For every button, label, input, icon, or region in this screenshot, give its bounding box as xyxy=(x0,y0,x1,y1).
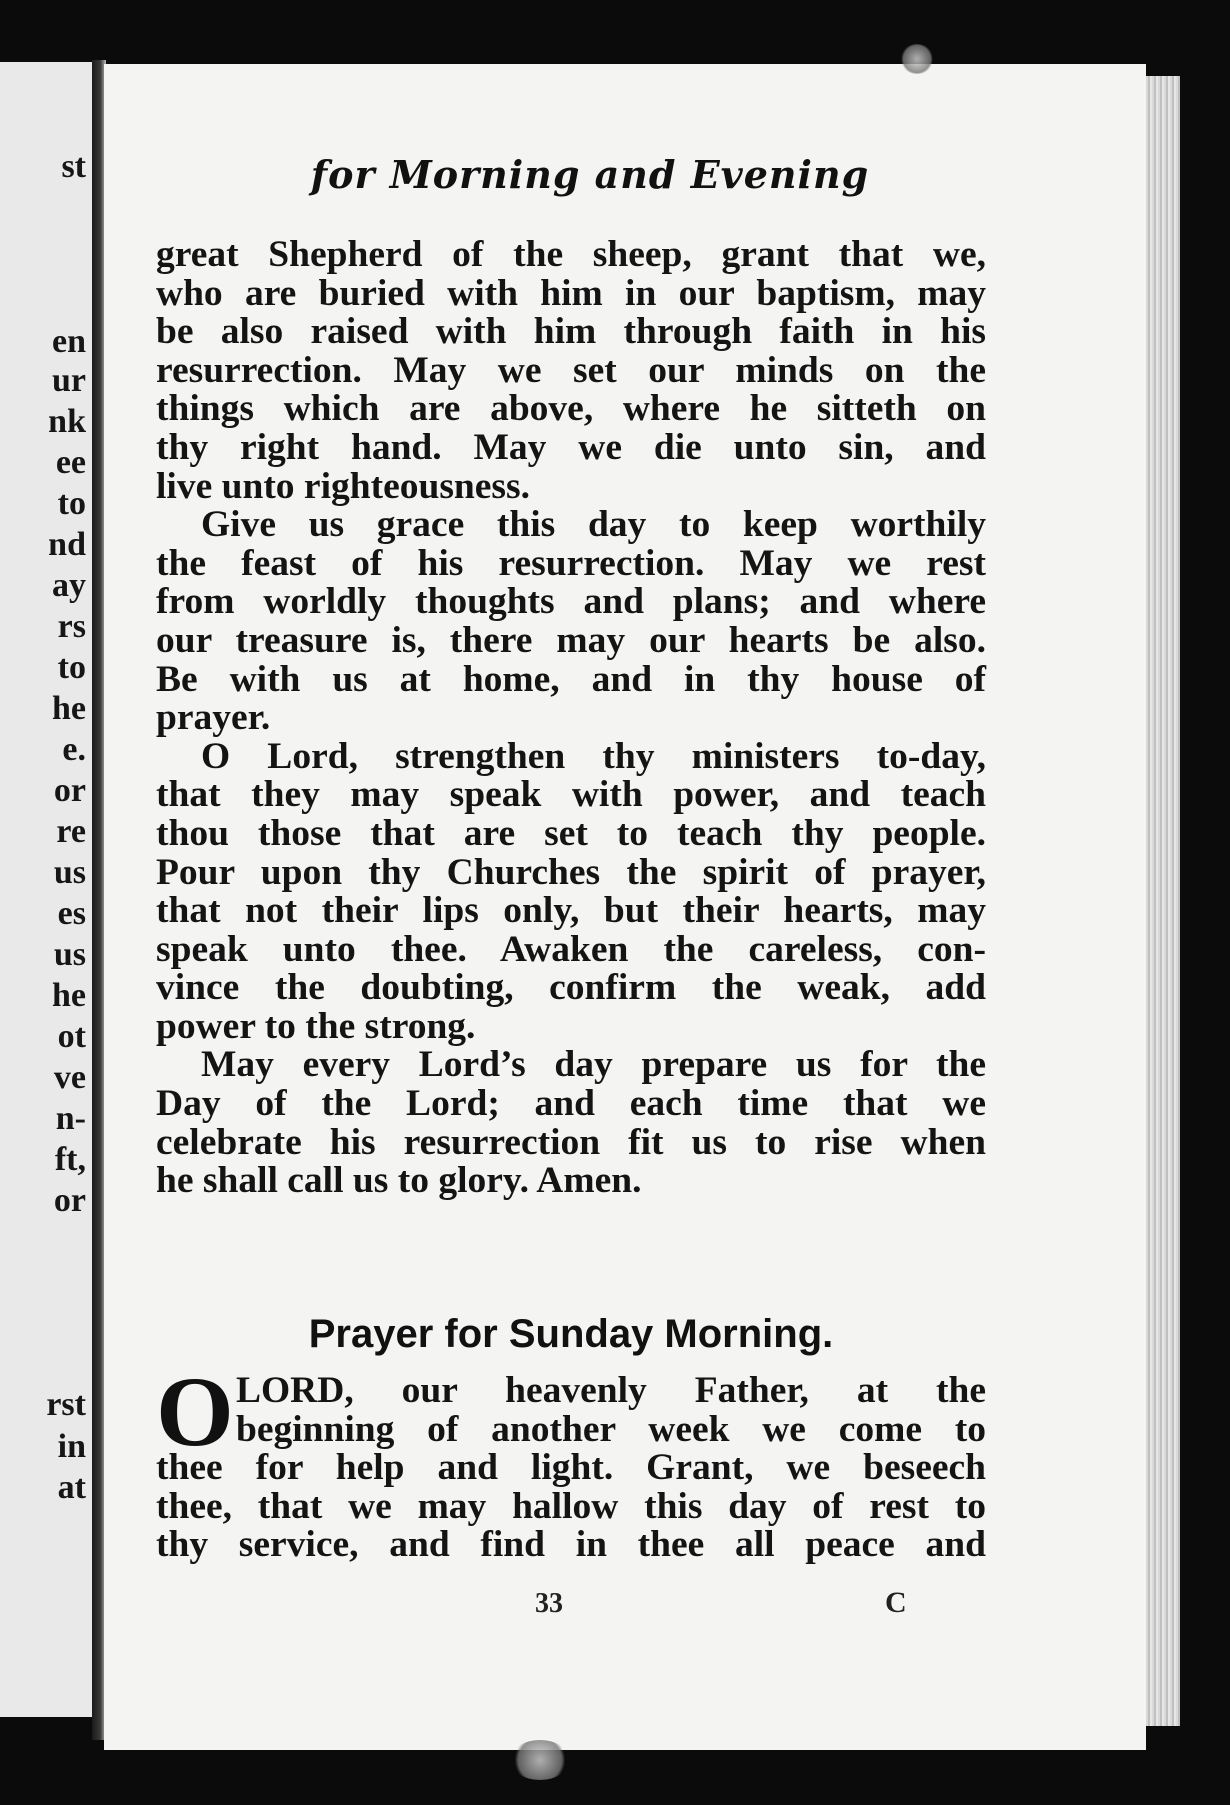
left-page-fragment: ve xyxy=(53,1059,86,1096)
text-line: who are buried with him in our baptism, may xyxy=(156,272,986,314)
text-line: Give us grace this day to keep worthily xyxy=(201,504,986,546)
left-facing-page xyxy=(0,62,92,1717)
text-line: thy right hand. May we die unto sin, and xyxy=(156,426,986,468)
left-page-fragment: at xyxy=(57,1469,86,1506)
prayer-line: LORD, our heavenly Father, at the xyxy=(236,1370,986,1411)
text-line: O Lord, strengthen thy ministers to-day, xyxy=(201,735,986,777)
left-page-fragment: ay xyxy=(52,567,86,604)
text-line: Be with us at home, and in thy house of xyxy=(156,658,986,700)
text-line: power to the strong. xyxy=(156,1005,476,1047)
left-page-fragment: e. xyxy=(62,731,86,768)
text-line: prayer. xyxy=(156,697,271,739)
left-page-fragment: or xyxy=(53,772,86,809)
prayer-text xyxy=(156,1356,986,1566)
left-page-fragment: he xyxy=(52,690,86,727)
left-page-fragment: st xyxy=(61,148,86,185)
paragraph xyxy=(156,506,986,738)
left-page-fragment: rs xyxy=(57,608,86,645)
section-heading: Prayer for Sunday Morning. xyxy=(308,1312,834,1356)
body-text xyxy=(156,236,986,1201)
page-edges xyxy=(1146,76,1180,1726)
left-page-fragment: us xyxy=(53,936,86,973)
left-page-fragment: us xyxy=(53,854,86,891)
left-page-fragment: rst xyxy=(46,1386,86,1423)
left-page-fragment: en xyxy=(52,323,86,360)
bottom-smudge xyxy=(510,1740,570,1780)
text-line: be also raised with him through faith in his xyxy=(156,311,986,353)
left-page-fragment: ft, xyxy=(54,1141,86,1178)
text-line: great Shepherd of the sheep, grant that we, xyxy=(156,234,986,275)
prayer-line: beginning of another week we come to xyxy=(236,1408,986,1450)
running-head: for Morning and Evening xyxy=(310,152,870,197)
text-line: from worldly thoughts and plans; and where xyxy=(156,581,986,623)
signature-mark: C xyxy=(885,1586,907,1619)
page-number: 33 xyxy=(535,1588,563,1619)
text-line: that not their lips only, but their hearts, may xyxy=(156,890,986,932)
left-page-fragment: n- xyxy=(55,1100,86,1137)
text-line: live unto righteousness. xyxy=(156,465,530,507)
prayer-line: thee, that we may hallow this day of rest to xyxy=(156,1485,986,1527)
paragraph xyxy=(156,236,986,506)
text-line: Day of the Lord; and each time that we xyxy=(156,1083,986,1125)
prayer-line: thy service, and find in thee all peace and xyxy=(156,1524,986,1566)
paragraph xyxy=(156,1046,986,1200)
left-page-fragment: to xyxy=(57,649,86,686)
paragraph xyxy=(156,735,986,1047)
text-line: things which are above, where he sitteth on xyxy=(156,388,986,430)
left-page-fragment: ee xyxy=(55,444,86,481)
left-page-fragment: nd xyxy=(48,526,86,563)
text-line: speak unto thee. Awaken the careless, con- xyxy=(156,928,986,970)
left-page-fragment: ot xyxy=(57,1018,86,1055)
text-line: celebrate his resurrection fit us to rise when xyxy=(156,1121,986,1163)
left-page-fragment: he xyxy=(52,977,86,1014)
left-page-fragment: re xyxy=(56,813,86,850)
top-smudge xyxy=(900,44,934,74)
text-line: vince the doubting, confirm the weak, add xyxy=(156,967,986,1009)
left-page-fragment: nk xyxy=(48,403,86,440)
text-line: May every Lord’s day prepare us for the xyxy=(201,1044,986,1086)
text-line: that they may speak with power, and teach xyxy=(156,774,986,816)
left-page-fragment: or xyxy=(53,1182,86,1219)
drop-cap: O xyxy=(156,1356,234,1467)
text-line: our treasure is, there may our hearts be also. xyxy=(156,619,986,661)
prayer-line: thee for help and light. Grant, we beseech xyxy=(156,1447,986,1489)
text-line: Pour upon thy Churches the spirit of prayer, xyxy=(156,851,986,893)
left-page-fragment: es xyxy=(57,895,86,932)
left-page-fragment: to xyxy=(57,485,86,522)
text-line: he shall call us to glory. Amen. xyxy=(156,1160,642,1202)
text-line: the feast of his resurrection. May we rest xyxy=(156,542,986,584)
text-line: resurrection. May we set our minds on the xyxy=(156,349,986,391)
left-page-fragment: ur xyxy=(52,362,86,399)
left-page-fragment: in xyxy=(57,1428,86,1465)
text-line: thou those that are set to teach thy people. xyxy=(156,812,986,854)
